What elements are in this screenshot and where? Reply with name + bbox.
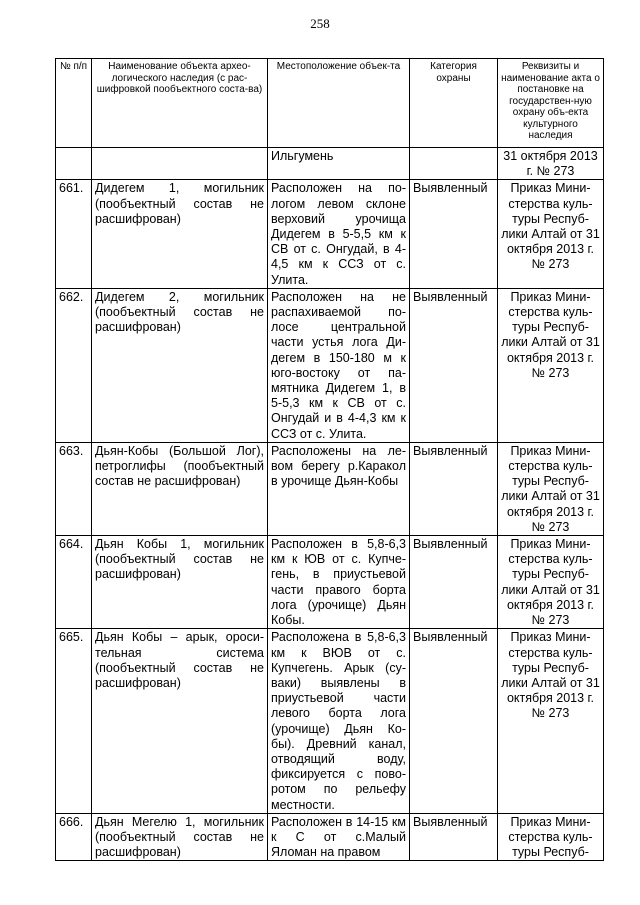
cell-requisites: Приказ Мини-стерства куль-туры Респуб-лики Алтай от 31 октября 2013 г. № 273 [498,629,604,813]
cell-requisites: Приказ Мини-стерства куль-туры Респуб-лики Алтай от 31 октября 2013 г. № 273 [498,442,604,535]
cell-num: 665. [56,629,92,813]
cell-name: Дьян Мегелю 1, могильник (пообъектный состав не расшифрован) [92,813,268,861]
cell-category: Выявленный [410,813,498,861]
cell-num [56,148,92,180]
cell-num: 664. [56,536,92,629]
cell-location: Расположен в 5,8-6,3 км к ЮВ от с. Купче-гень, в приустьевой части правого борта лога (урочище) Дьян Кобы. [268,536,410,629]
cell-location: Ильгумень [268,148,410,180]
cell-category: Выявленный [410,629,498,813]
table-row [56,536,604,629]
cell-num: 666. [56,813,92,861]
header-requisites: Реквизиты и наименование акта о постановке на государствен-ную охрану объ-екта культурного наследия [498,59,604,148]
cell-category: Выявленный [410,180,498,288]
cell-requisites: Приказ Мини-стерства куль-туры Респуб- [498,813,604,861]
table-header-row [56,59,604,148]
table-row [56,288,604,442]
cell-name: Дьян Кобы 1, могильник (пообъектный состав не расшифрован) [92,536,268,629]
cell-name: Дидегем 2, могильник (пообъектный состав не расшифрован) [92,288,268,442]
cell-name: Дидегем 1, могильник (пообъектный состав не расшифрован) [92,180,268,288]
table-row-continuation [56,148,604,180]
cell-location: Расположен на не распахиваемой по-лосе центральной части устья лога Ди-дегем в 150-180 м к юго-востоку от па-мятника Дидегем 1, в 5-5,3 км к СВ от с. Онгудай и в 4-4,3 км к ССЗ от с. Улита. [268,288,410,442]
cell-requisites: 31 октября 2013 г. № 273 [498,148,604,180]
table-row [56,180,604,288]
cell-name: Дьян Кобы – арык, ороси-тельная система (пообъектный состав не расшифрован) [92,629,268,813]
cell-requisites: Приказ Мини-стерства куль-туры Респуб-лики Алтай от 31 октября 2013 г. № 273 [498,536,604,629]
cell-name [92,148,268,180]
header-num: № п/п [56,59,92,148]
cell-num: 662. [56,288,92,442]
cell-category: Выявленный [410,442,498,535]
cell-location: Расположен на по-логом левом склоне верховий урочища Дидегем в 5-5,5 км к СВ от с. Онгудай, в 4-4,5 км к ССЗ от с. Улита. [268,180,410,288]
cell-location: Расположена в 5,8-6,3 км к ВЮВ от с. Купчегень. Арык (су-ваки) выявлены в приустьевой части левого борта лога (урочище) Дьян Ко-бы). Древний канал, отводящий воду, фиксируется с пово-ротом по рельефу местности. [268,629,410,813]
heritage-registry-table [55,58,604,861]
page-number: 258 [310,16,330,31]
cell-category: Выявленный [410,288,498,442]
cell-name: Дьян-Кобы (Большой Лог), петроглифы (пообъектный состав не расшифрован) [92,442,268,535]
cell-category: Выявленный [410,536,498,629]
header-location: Местоположение объек-та [268,59,410,148]
cell-location: Расположены на ле-вом берегу р.Каракол в урочище Дьян-Кобы [268,442,410,535]
cell-num: 663. [56,442,92,535]
header-category: Категория охраны [410,59,498,148]
cell-category [410,148,498,180]
table-row [56,813,604,861]
cell-requisites: Приказ Мини-стерства куль-туры Респуб-лики Алтай от 31 октября 2013 г. № 273 [498,288,604,442]
table-row [56,629,604,813]
cell-location: Расположен в 14-15 км к С от с.Малый Яломан на правом [268,813,410,861]
cell-num: 661. [56,180,92,288]
header-name: Наименование объекта архео-логического наследия (с рас-шифровкой пообъектного соста-ва) [92,59,268,148]
table-row [56,442,604,535]
cell-requisites: Приказ Мини-стерства куль-туры Респуб-лики Алтай от 31 октября 2013 г. № 273 [498,180,604,288]
